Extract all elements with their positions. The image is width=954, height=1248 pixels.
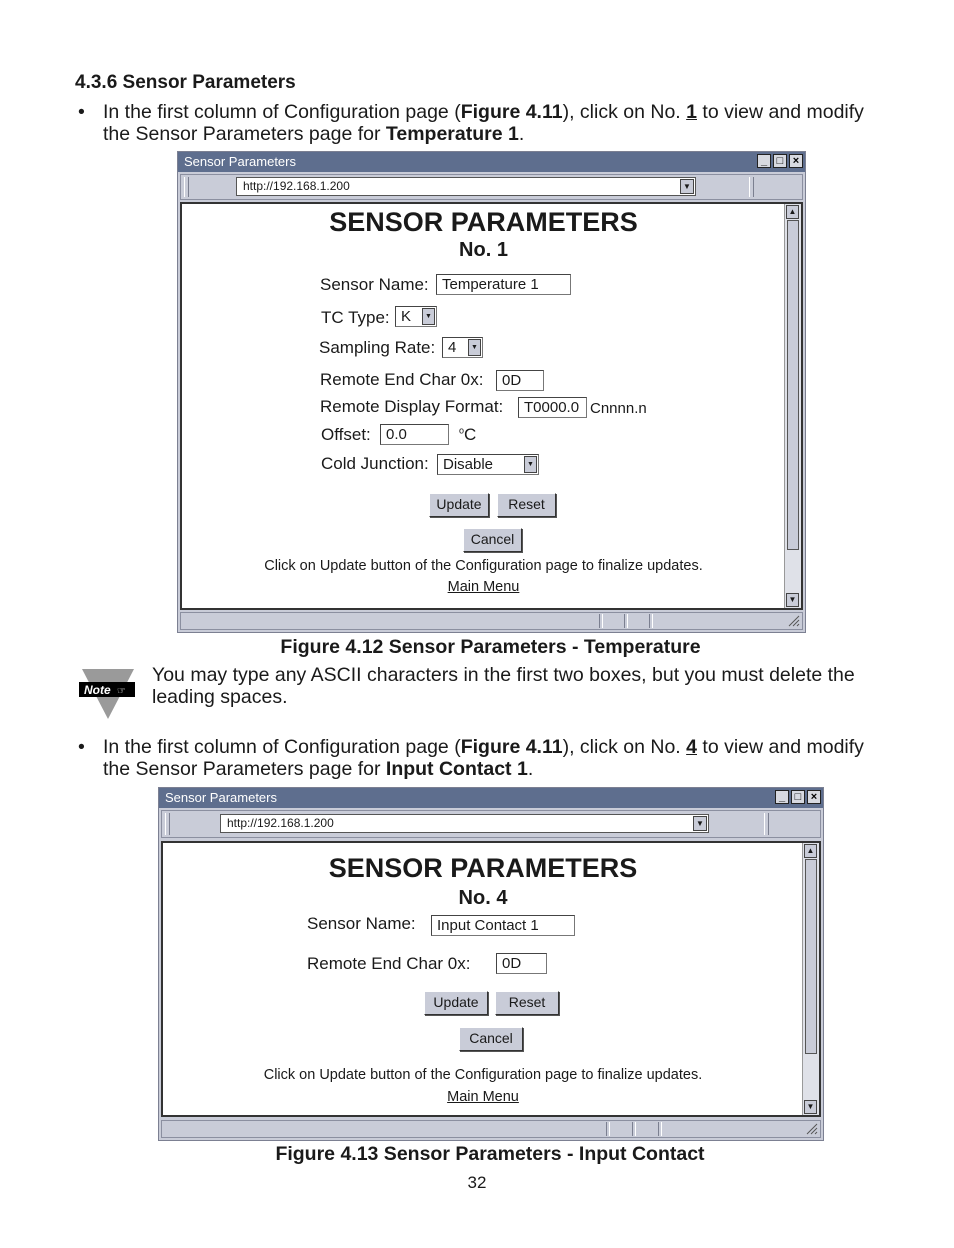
minimize-icon[interactable]: _	[775, 790, 789, 804]
sensor-name-label: Sensor Name:	[307, 914, 416, 933]
tc-type-label: TC Type:	[321, 308, 390, 327]
browser-window-temperature	[177, 151, 806, 633]
sensor-name-input[interactable]: Input Contact 1	[431, 915, 575, 936]
close-icon[interactable]: ×	[807, 790, 821, 804]
main-menu-link[interactable]: Main Menu	[447, 1089, 519, 1105]
page-content	[161, 841, 821, 1117]
url-field[interactable]: http://192.168.1.200 ▼	[220, 814, 709, 833]
status-divider	[624, 614, 628, 628]
close-icon[interactable]: ×	[789, 154, 803, 168]
vertical-scrollbar[interactable]	[784, 204, 801, 608]
page-title: SENSOR PARAMETERS	[329, 207, 638, 237]
page-content	[180, 202, 803, 610]
sensor-name-label: Sensor Name:	[320, 275, 429, 294]
reset-button[interactable]: Reset	[495, 991, 559, 1015]
end-char-label: Remote End Char 0x:	[320, 370, 484, 389]
status-divider	[606, 1122, 610, 1136]
svg-text:☞: ☞	[117, 686, 126, 697]
bullet-input-contact	[78, 736, 878, 782]
offset-label: Offset:	[321, 425, 371, 444]
section-heading: 4.3.6 Sensor Parameters	[75, 72, 296, 93]
figure-caption-12: Figure 4.12 Sensor Parameters - Temperature	[280, 636, 701, 658]
tc-type-select[interactable]: K ▼	[395, 306, 437, 327]
chevron-down-icon[interactable]: ▼	[524, 456, 537, 473]
cold-junction-select[interactable]: Disable ▼	[437, 454, 539, 475]
bullet-text: In the first column of Configuration page (Figure 4.11), click on No. 1 to view and modify the Sensor Parameters page for Temperature 1.	[103, 101, 864, 145]
sampling-rate-label: Sampling Rate:	[319, 338, 436, 357]
chevron-down-icon[interactable]: ▼	[422, 308, 435, 325]
url-dropdown-icon[interactable]: ▼	[680, 179, 694, 194]
update-note: Click on Update button of the Configuration page to finalize updates.	[264, 558, 703, 574]
toolbar-grip	[749, 177, 754, 197]
window-titlebar	[178, 152, 805, 172]
figure-caption-13: Figure 4.13 Sensor Parameters - Input Contact	[275, 1143, 705, 1165]
maximize-icon[interactable]: □	[773, 154, 787, 168]
note-text: You may type any ASCII characters in the first two boxes, but you must delete the leading spaces.	[152, 664, 855, 708]
page-subtitle: No. 4	[458, 887, 508, 909]
resize-grip-icon[interactable]	[804, 1121, 818, 1135]
scroll-thumb[interactable]	[787, 220, 799, 550]
scroll-thumb[interactable]	[805, 859, 817, 1054]
bullet-dot: •	[78, 101, 85, 123]
window-title: Sensor Parameters	[165, 790, 277, 805]
address-toolbar	[161, 810, 821, 838]
status-divider	[658, 1122, 662, 1136]
sensor-name-input[interactable]: Temperature 1	[436, 274, 571, 295]
end-char-input[interactable]: 0D	[496, 953, 547, 974]
scroll-up-icon[interactable]: ▲	[786, 205, 799, 219]
address-toolbar	[180, 174, 803, 200]
toolbar-grip	[184, 177, 189, 197]
window-titlebar	[159, 788, 823, 808]
svg-text:Note: Note	[84, 683, 111, 697]
toolbar-grip	[165, 813, 170, 835]
url-field[interactable]: http://192.168.1.200 ▼	[236, 177, 696, 196]
page-subtitle: No. 1	[459, 239, 508, 261]
page-title: SENSOR PARAMETERS	[328, 853, 638, 883]
main-menu-link[interactable]: Main Menu	[447, 579, 520, 595]
status-bar	[161, 1120, 821, 1138]
scroll-down-icon[interactable]: ▼	[804, 1100, 817, 1114]
display-format-input[interactable]: T0000.0	[518, 397, 587, 418]
reset-button[interactable]: Reset	[497, 493, 556, 517]
note-icon	[79, 669, 137, 721]
chevron-down-icon[interactable]: ▼	[468, 339, 481, 356]
display-format-hint: Cnnnn.n	[590, 400, 647, 417]
offset-input[interactable]: 0.0	[380, 424, 449, 445]
bullet-text: In the first column of Configuration page (Figure 4.11), click on No. 4 to view and modify the Sensor Parameters page for Input Contact 1.	[103, 736, 864, 780]
cancel-button[interactable]: Cancel	[459, 1027, 523, 1051]
cancel-button[interactable]: Cancel	[463, 528, 522, 552]
page-number: 32	[467, 1173, 487, 1192]
url-dropdown-icon[interactable]: ▼	[693, 816, 707, 831]
scroll-up-icon[interactable]: ▲	[804, 844, 817, 858]
status-divider	[649, 614, 653, 628]
end-char-input[interactable]: 0D	[496, 370, 544, 391]
browser-window-input-contact	[158, 787, 824, 1141]
sampling-rate-select[interactable]: 4 ▼	[442, 337, 483, 358]
maximize-icon[interactable]: □	[791, 790, 805, 804]
minimize-icon[interactable]: _	[757, 154, 771, 168]
toolbar-grip	[764, 813, 769, 835]
status-divider	[599, 614, 603, 628]
end-char-label: Remote End Char 0x:	[307, 954, 471, 973]
update-button[interactable]: Update	[424, 991, 488, 1015]
offset-unit: $^o$C	[459, 425, 477, 444]
vertical-scrollbar[interactable]	[802, 843, 819, 1115]
status-bar	[180, 612, 803, 630]
status-divider	[632, 1122, 636, 1136]
cold-junction-label: Cold Junction:	[321, 454, 429, 473]
bullet-temperature	[78, 101, 878, 147]
display-format-label: Remote Display Format:	[320, 397, 504, 416]
update-button[interactable]: Update	[429, 493, 489, 517]
resize-grip-icon[interactable]	[786, 613, 800, 627]
window-title: Sensor Parameters	[184, 154, 296, 169]
update-note: Click on Update button of the Configuration page to finalize updates.	[263, 1067, 703, 1083]
bullet-dot: •	[78, 736, 85, 758]
scroll-down-icon[interactable]: ▼	[786, 593, 799, 607]
